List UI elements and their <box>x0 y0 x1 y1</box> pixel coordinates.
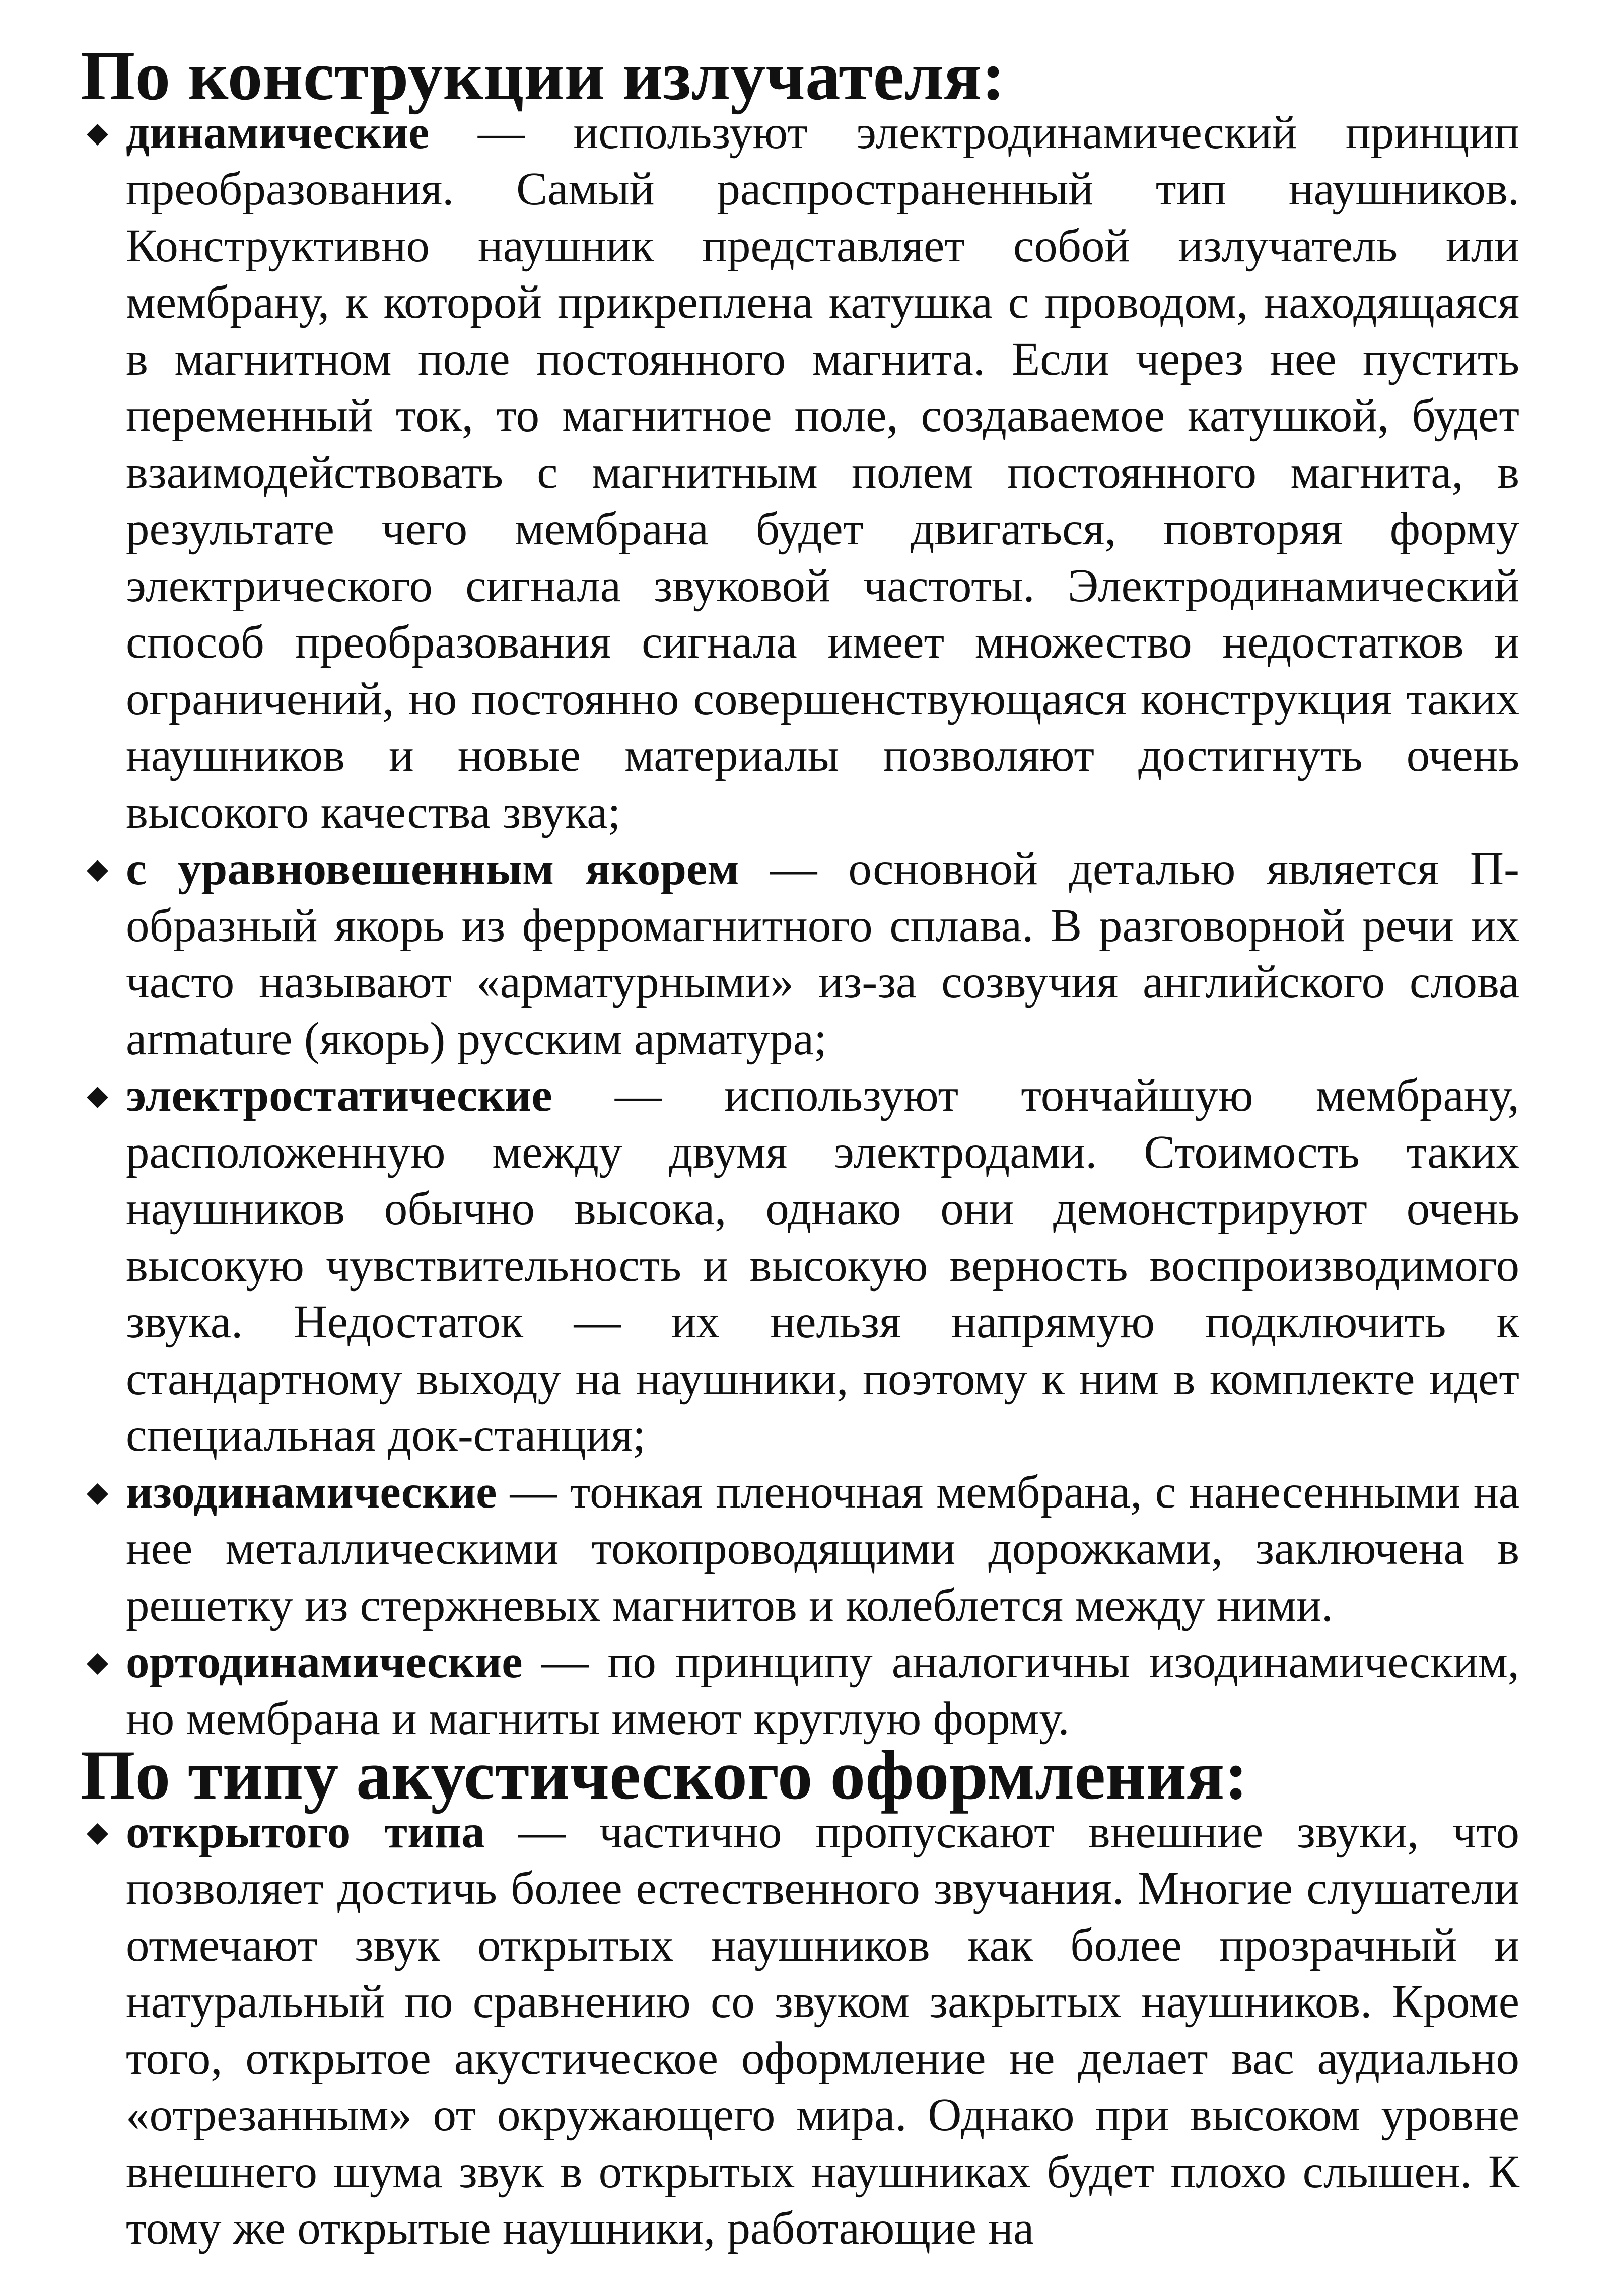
list-item-balanced-armature <box>81 841 1519 1067</box>
list-item-open-type <box>81 1804 1519 2257</box>
term-balanced-armature: с уравновешенным якорем <box>126 843 739 895</box>
diamond-bullet-icon: ◆ <box>87 1476 109 1508</box>
list-emitter-types <box>81 105 1519 1748</box>
diamond-bullet-icon: ◆ <box>87 1646 109 1678</box>
desc-balanced-armature: — основной деталью является П-образный якорь из ферромагнитного сплава. В разговорной речи их часто называют «арматурными» из-за созвучия английского слова armature (якорь) русским арматура; <box>126 843 1519 1065</box>
section-heading-acoustic-design: По типу акустического оформления: <box>81 1737 1248 1814</box>
diamond-bullet-icon: ◆ <box>87 853 109 885</box>
list-acoustic-types <box>81 1804 1519 2257</box>
diamond-bullet-icon: ◆ <box>87 117 109 149</box>
list-item-isodynamic <box>81 1464 1519 1634</box>
diamond-bullet-icon: ◆ <box>87 1080 109 1111</box>
term-dynamic: динамические <box>126 106 430 159</box>
desc-open-type: — частично пропускают внешние звуки, что позволяет достичь более естественного звучания. Многие слушатели отмечают звук открытых наушников как более прозрачный и натуральный по сравнению со звуком закрытых наушников. Кроме того, открытое акустическое оформление не делает вас аудиально «отрезанным» от окружающего мира. Однако при высоком уровне внешнего шума звук в открытых наушниках будет плохо слышен. К тому же открытые наушники, работающие на <box>126 1806 1519 2254</box>
section-heading-emitter-design: По конструкции излучателя: <box>81 37 1005 115</box>
desc-electrostatic: — используют тончайшую мембрану, расположенную между двумя электродами. Стоимость таких наушников обычно высока, однако они демонстрируют очень высокую чувствительность и высокую верность воспроизводимого звука. Недостаток — их нельзя напрямую подключить к стандартному выходу на наушники, поэтому к ним в комплекте идет специальная док-станция; <box>126 1069 1519 1461</box>
desc-isodynamic: — тонкая пленочная мембрана, с нанесенными на нее металлическими токопроводящими дорожками, заключена в решетку из стержневых магнитов и колеблется между ними. <box>126 1466 1519 1631</box>
list-item-dynamic <box>81 105 1519 841</box>
list-item-orthodynamic <box>81 1634 1519 1747</box>
desc-orthodynamic: — по принципу аналогичны изодинамическим, но мембрана и магниты имеют круглую форму. <box>126 1636 1519 1745</box>
term-isodynamic: изодинамические <box>126 1466 497 1518</box>
diamond-bullet-icon: ◆ <box>87 1816 109 1848</box>
list-item-electrostatic <box>81 1067 1519 1464</box>
desc-dynamic: — используют электродинамический принцип преобразования. Самый распространенный тип наушников. Конструктивно наушник представляет собой излучатель или мембрану, к которой прикреплена катушка с проводом, находящаяся в магнитном поле постоянного магнита. Если через нее пустить переменный ток, то магнитное поле, создаваемое катушкой, будет взаимодействовать с магнитным полем постоянного магнита, в результате чего мембрана будет двигаться, повторяя форму электрического сигнала звуковой частоты. Электродинамический способ преобразования сигнала имеет множество недостатков и ограничений, но постоянно совершенствующаяся конструкция таких наушников и новые материалы позволяют достигнуть очень высокого качества звука; <box>126 106 1519 838</box>
term-orthodynamic: ортодинамические <box>126 1636 523 1688</box>
term-electrostatic: электростатические <box>126 1069 552 1121</box>
term-open-type: открытого типа <box>126 1806 485 1858</box>
